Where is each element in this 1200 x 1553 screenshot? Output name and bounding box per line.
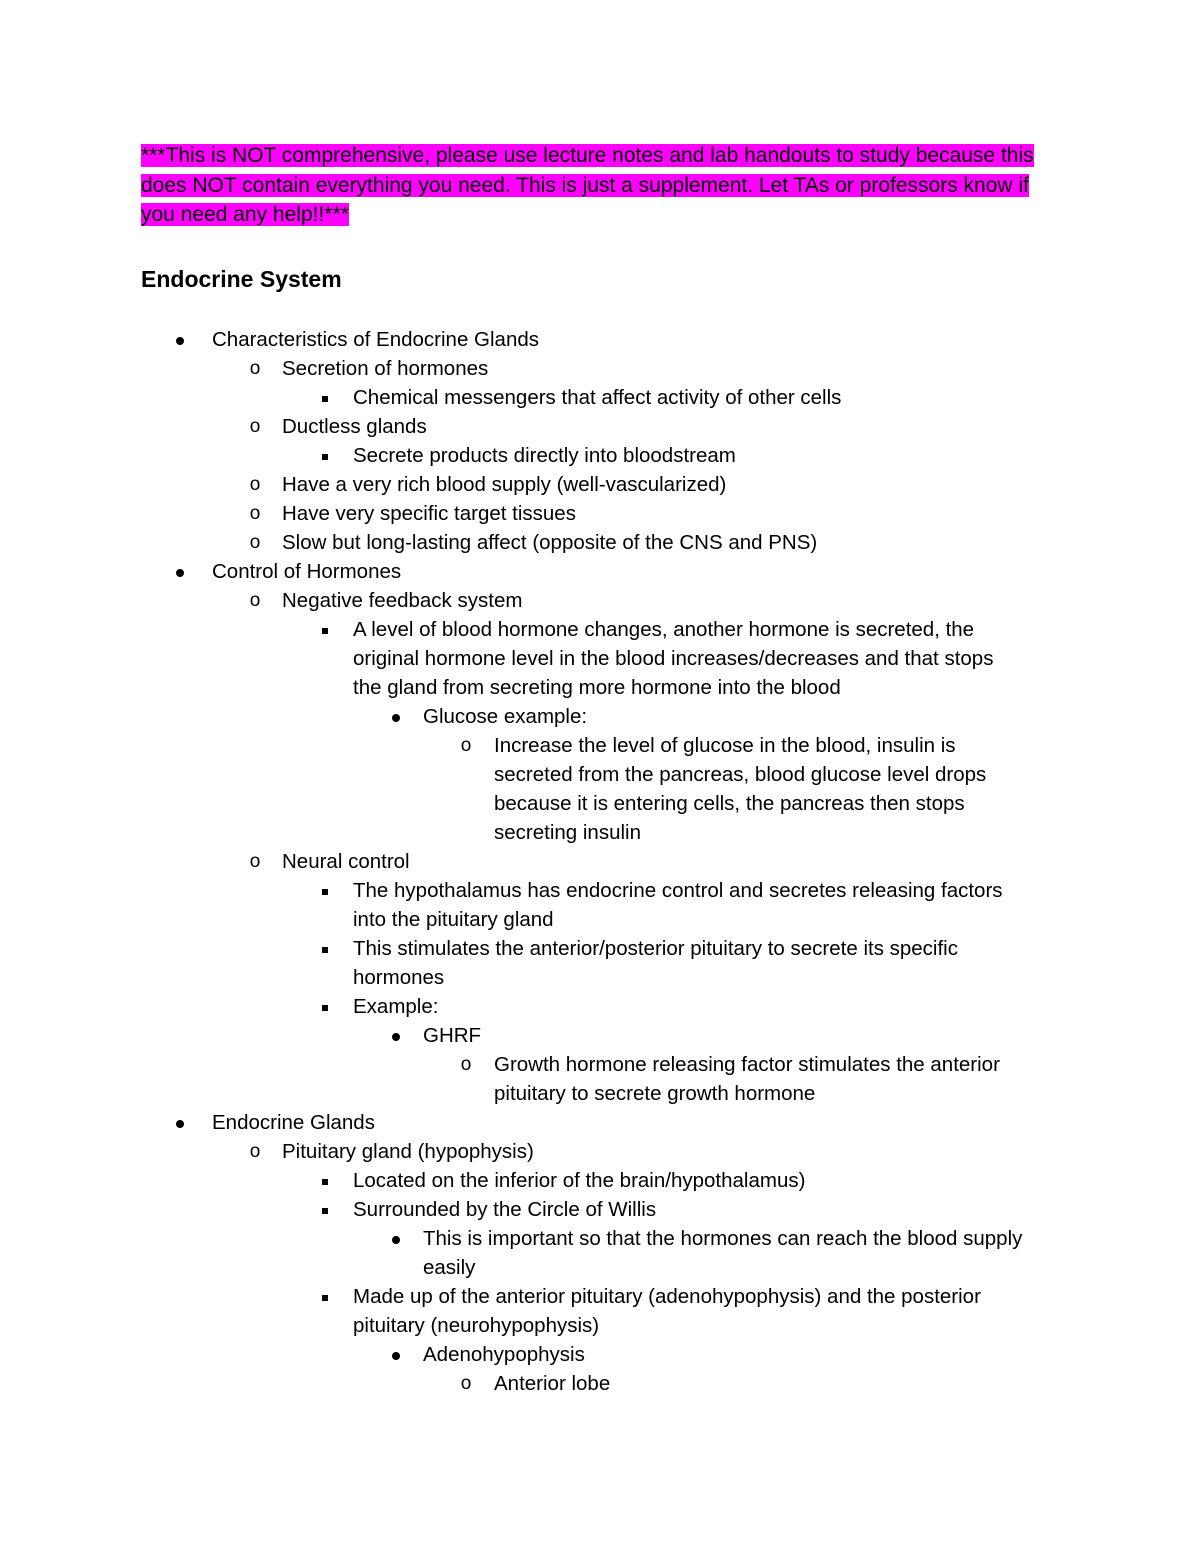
- list-item-text: Glucose example:: [423, 705, 588, 728]
- bullet-dot-icon: [384, 1340, 408, 1369]
- bullet-square-icon: [313, 441, 337, 470]
- disclaimer-notice: [141, 141, 1071, 230]
- list-item-text: Slow but long-lasting affect (opposite of the CNS and PNS): [282, 531, 818, 554]
- list-item-text: Have very specific target tissues: [282, 502, 576, 525]
- list-item: [0, 1137, 1200, 1166]
- list-item: [0, 1282, 1200, 1311]
- bullet-square-icon: [313, 934, 337, 963]
- list-item-text: Ductless glands: [282, 415, 427, 438]
- bullet-square-icon: [313, 992, 337, 1021]
- list-item-text: A level of blood hormone changes, another hormone is secreted, the: [353, 618, 975, 641]
- list-item-text: pituitary (neurohypophysis): [353, 1314, 600, 1337]
- list-item-text: into the pituitary gland: [353, 908, 554, 931]
- bullet-dot-icon: [168, 325, 192, 354]
- list-item-text: Located on the inferior of the brain/hypothalamus): [353, 1169, 806, 1192]
- list-item: [0, 992, 1200, 1021]
- list-item: [0, 702, 1200, 731]
- list-item: [0, 1021, 1200, 1050]
- disclaimer-line-3: you need any help!!***: [141, 203, 349, 226]
- bullet-circle-icon: o: [460, 735, 472, 756]
- bullet-circle-icon: o: [249, 358, 261, 379]
- list-item-text: GHRF: [423, 1024, 482, 1047]
- bullet-circle-icon: o: [249, 416, 261, 437]
- bullet-square-icon: [313, 1195, 337, 1224]
- list-item: [0, 731, 1200, 760]
- list-item-text: original hormone level in the blood increases/decreases and that stops: [353, 647, 994, 670]
- list-item: [0, 557, 1200, 586]
- list-item-text: Characteristics of Endocrine Glands: [212, 328, 540, 351]
- list-item: [0, 934, 1200, 963]
- section-heading: Endocrine System: [141, 266, 342, 292]
- list-item-text: Secretion of hormones: [282, 357, 489, 380]
- list-item-text: Pituitary gland (hypophysis): [282, 1140, 534, 1163]
- bullet-circle-icon: o: [249, 503, 261, 524]
- list-item-text: secreted from the pancreas, blood glucose level drops: [494, 763, 987, 786]
- bullet-square-icon: [313, 1282, 337, 1311]
- list-item: [0, 615, 1200, 644]
- bullet-circle-icon: o: [249, 1141, 261, 1162]
- list-item-text: hormones: [353, 966, 445, 989]
- list-item-text: Negative feedback system: [282, 589, 523, 612]
- list-item: [0, 1108, 1200, 1137]
- list-item: [0, 528, 1200, 557]
- bullet-circle-icon: o: [460, 1054, 472, 1075]
- list-item: [0, 847, 1200, 876]
- outline-continuation-line: [0, 644, 1200, 673]
- list-item-text: Control of Hormones: [212, 560, 402, 583]
- list-item-text: This stimulates the anterior/posterior pituitary to secrete its specific: [353, 937, 958, 960]
- list-item: [0, 412, 1200, 441]
- list-item-text: easily: [423, 1256, 476, 1279]
- list-item: [0, 441, 1200, 470]
- list-item: [0, 325, 1200, 354]
- outline-continuation-line: [0, 1079, 1200, 1108]
- outline-list: [0, 325, 1200, 1398]
- outline-continuation-line: [0, 673, 1200, 702]
- list-item-text: Have a very rich blood supply (well-vascularized): [282, 473, 727, 496]
- list-item: [0, 354, 1200, 383]
- list-item-text: Endocrine Glands: [212, 1111, 375, 1134]
- list-item: [0, 470, 1200, 499]
- outline-continuation-line: [0, 818, 1200, 847]
- list-item-text: Increase the level of glucose in the blood, insulin is: [494, 734, 956, 757]
- list-item: [0, 1050, 1200, 1079]
- list-item-text: secreting insulin: [494, 821, 641, 844]
- list-item-text: Anterior lobe: [494, 1372, 611, 1395]
- bullet-square-icon: [313, 876, 337, 905]
- list-item: [0, 876, 1200, 905]
- disclaimer-line-1: ***This is NOT comprehensive, please use lecture notes and lab handouts to study because this: [141, 144, 1034, 167]
- list-item: [0, 383, 1200, 412]
- bullet-circle-icon: o: [249, 590, 261, 611]
- bullet-circle-icon: o: [249, 532, 261, 553]
- bullet-dot-icon: [384, 1224, 408, 1253]
- disclaimer-line-2: does NOT contain everything you need. This is just a supplement. Let TAs or professors know if: [141, 173, 1029, 197]
- list-item-text: Made up of the anterior pituitary (adenohypophysis) and the posterior: [353, 1285, 981, 1308]
- bullet-square-icon: [313, 383, 337, 412]
- outline-continuation-line: [0, 760, 1200, 789]
- outline-continuation-line: [0, 789, 1200, 818]
- list-item-text: Secrete products directly into bloodstream: [353, 444, 736, 467]
- list-item: [0, 1195, 1200, 1224]
- list-item: [0, 499, 1200, 528]
- bullet-square-icon: [313, 615, 337, 644]
- list-item: [0, 1340, 1200, 1369]
- list-item: [0, 1166, 1200, 1195]
- bullet-square-icon: [313, 1166, 337, 1195]
- outline-continuation-line: [0, 1253, 1200, 1282]
- list-item-text: Adenohypophysis: [423, 1343, 585, 1366]
- bullet-circle-icon: o: [249, 474, 261, 495]
- bullet-circle-icon: o: [249, 851, 261, 872]
- list-item: [0, 1369, 1200, 1398]
- outline-continuation-line: [0, 905, 1200, 934]
- bullet-dot-icon: [168, 557, 192, 586]
- list-item: [0, 586, 1200, 615]
- list-item-text: Example:: [353, 995, 439, 1018]
- list-item-text: This is important so that the hormones can reach the blood supply: [423, 1227, 1023, 1250]
- list-item-text: pituitary to secrete growth hormone: [494, 1082, 816, 1105]
- list-item-text: because it is entering cells, the pancreas then stops: [494, 792, 965, 815]
- list-item-text: Chemical messengers that affect activity of other cells: [353, 386, 842, 409]
- list-item-text: Growth hormone releasing factor stimulates the anterior: [494, 1053, 1000, 1076]
- bullet-dot-icon: [168, 1108, 192, 1137]
- list-item-text: Surrounded by the Circle of Willis: [353, 1198, 657, 1221]
- outline-continuation-line: [0, 1311, 1200, 1340]
- bullet-circle-icon: o: [460, 1373, 472, 1394]
- list-item-text: the gland from secreting more hormone into the blood: [353, 676, 841, 699]
- bullet-dot-icon: [384, 1021, 408, 1050]
- bullet-dot-icon: [384, 702, 408, 731]
- outline-continuation-line: [0, 963, 1200, 992]
- list-item-text: The hypothalamus has endocrine control and secretes releasing factors: [353, 879, 1003, 902]
- list-item: [0, 1224, 1200, 1253]
- list-item-text: Neural control: [282, 850, 410, 873]
